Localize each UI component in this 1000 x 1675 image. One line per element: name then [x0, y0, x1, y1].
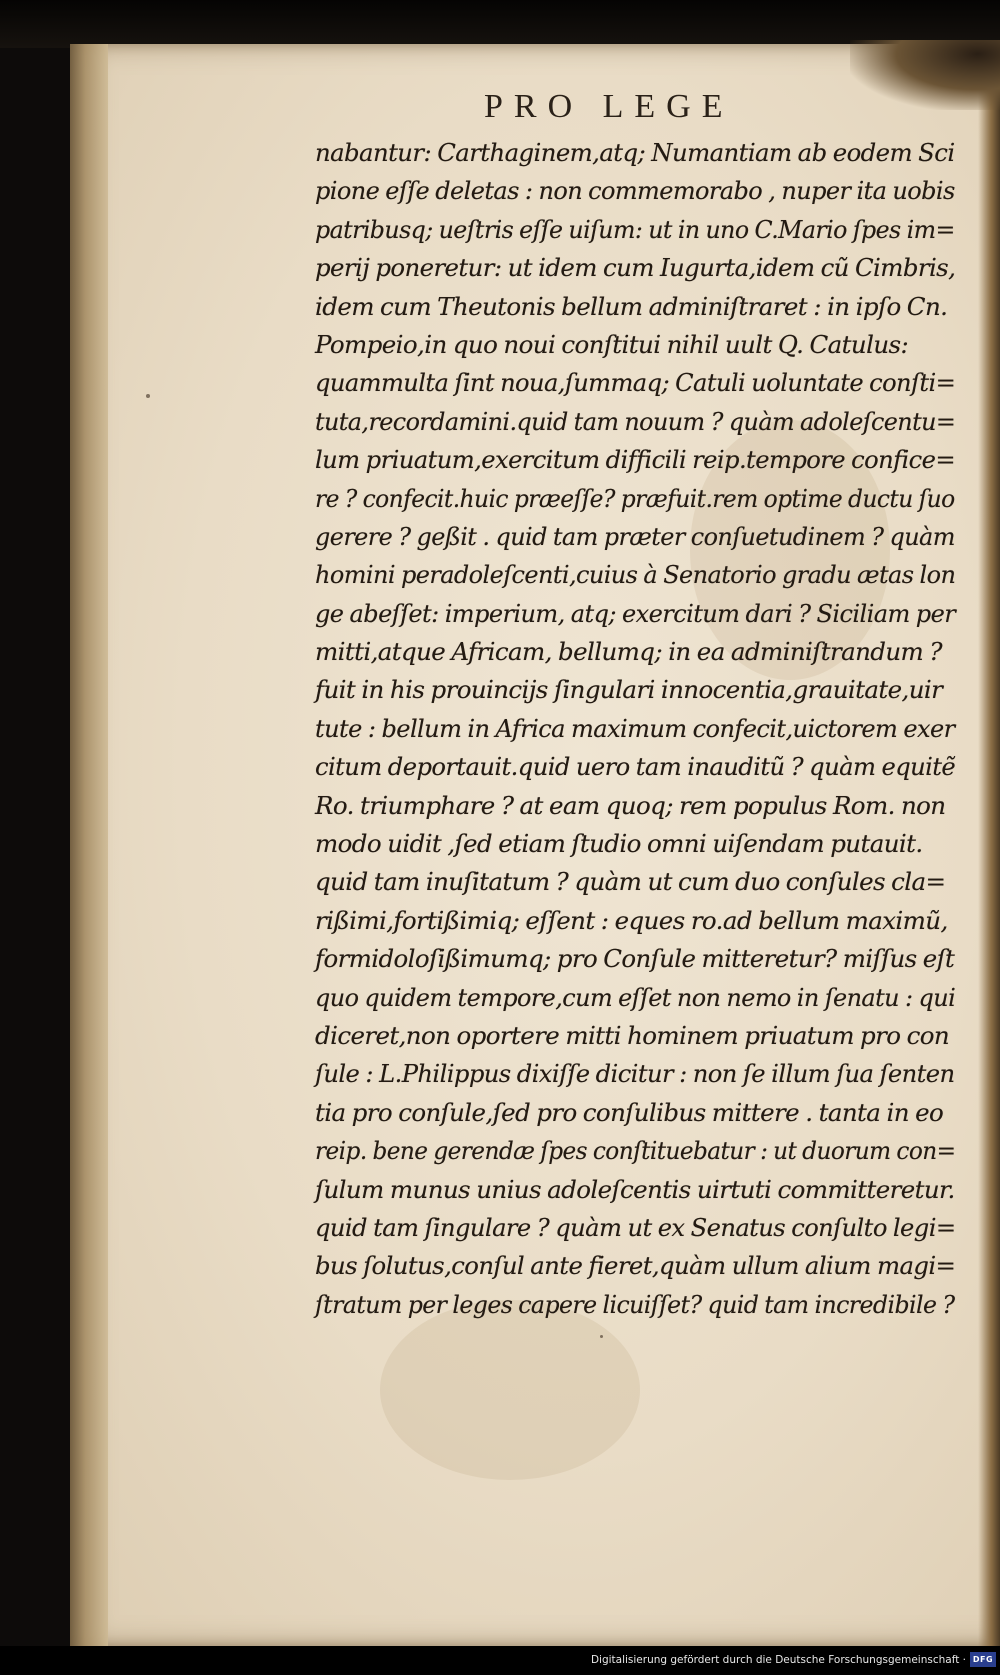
funding-credit: Digitalisierung gefördert durch die Deutsche Forschungsgemeinschaft ·: [590, 1654, 966, 1666]
text-line: rißimi,fortißimiq; eſſent : eques ro.ad bellum maximũ,: [315, 905, 948, 935]
text-line: citum deportauit.quid uero tam inauditũ ? quàm equitẽ: [315, 752, 956, 782]
text-line: patribusq; ueſtris eſſe uiſum: ut in uno C.Mario ſpes im=: [315, 214, 955, 244]
text-line: formidoloſißimumq; pro Conſule mitteretur? miſſus eſt: [315, 944, 955, 974]
text-line: re ? confecit.huic præeſſe? præfuit.rem optime ductu ſuo: [315, 483, 955, 513]
text-line: ge abeſſet: imperium, atq; exercitum dari ? Siciliam per: [315, 598, 956, 628]
text-line: Pompeio,in quo noui conſtitui nihil uult Q. Catulus:: [315, 329, 909, 359]
text-line: tute : bellum in Africa maximum confecit,uictorem exer: [315, 713, 955, 743]
dfg-logo: DFG: [970, 1652, 996, 1667]
text-line: quid tam ſingulare ? quàm ut ex Senatus conſulto legi=: [315, 1212, 956, 1242]
text-line: quo quidem tempore,cum eſſet non nemo in ſenatu : qui: [315, 982, 956, 1012]
text-line: diceret,non oportere mitti hominem priuatum pro con: [315, 1020, 950, 1050]
text-line: fuit in his prouincijs ſingulari innocentia,grauitate,uir: [315, 675, 943, 705]
ink-speck: [600, 1335, 603, 1338]
text-line: homini peradoleſcenti,cuius à Senatorio gradu ætas lon: [315, 560, 956, 590]
text-line: ſule : L.Philippus dixiſſe dicitur : non ſe illum ſua ſenten: [315, 1059, 955, 1089]
paper-stain: [380, 1300, 640, 1480]
text-line: idem cum Theutonis bellum adminiſtraret : in ipſo Cn.: [315, 291, 948, 321]
text-line: ſtratum per leges capere licuiſſet? quid tam incredibile ?: [315, 1289, 955, 1319]
text-line: quid tam inuſitatum ? quàm ut cum duo conſules cla=: [315, 867, 946, 897]
text-line: tia pro conſule,ſed pro conſulibus mittere . tanta in eo: [315, 1097, 944, 1127]
text-line: Ro. triumphare ? at eam quoq; rem populus Rom. non: [315, 790, 946, 820]
text-line: gerere ? geßit . quid tam præter conſuetudinem ? quàm: [315, 521, 955, 551]
text-line: perij poneretur: ut idem cum Iugurta,idem cũ Cimbris,: [315, 253, 956, 283]
text-line: bus ſolutus,conſul ante fieret,quàm ullum alium magi=: [315, 1251, 956, 1281]
text-line: lum priuatum,exercitum difficili reip.tempore confice=: [315, 445, 956, 475]
text-line: pione eſſe deletas : non commemorabo , nuper ita uobis: [315, 176, 955, 206]
text-line: nabantur: Carthaginem,atq; Numantiam ab eodem Sci: [315, 138, 955, 167]
text-line: modo uidit ,ſed etiam ſtudio omni uiſendam putauit.: [315, 829, 923, 859]
damaged-corner: [850, 40, 1000, 110]
text-line: mitti,atque Africam, bellumq; in ea adminiſtrandum ?: [315, 637, 942, 667]
fore-edge-shadow: [978, 44, 1000, 1646]
text-line: reip. bene gerendæ ſpes conſtituebatur : ut duorum con=: [315, 1136, 956, 1166]
running-head: PRO LEGE: [484, 88, 734, 125]
ink-speck: [146, 394, 150, 398]
binding-gutter: [70, 44, 108, 1646]
text-line: ſulum munus unius adoleſcentis uirtuti committeretur.: [315, 1174, 955, 1204]
body-text: [315, 134, 955, 1324]
text-line: tuta,recordamini.quid tam nouum ? quàm adoleſcentu=: [315, 406, 956, 436]
text-line: quammulta ſint noua,ſummaq; Catuli uoluntate conſti=: [315, 368, 956, 398]
